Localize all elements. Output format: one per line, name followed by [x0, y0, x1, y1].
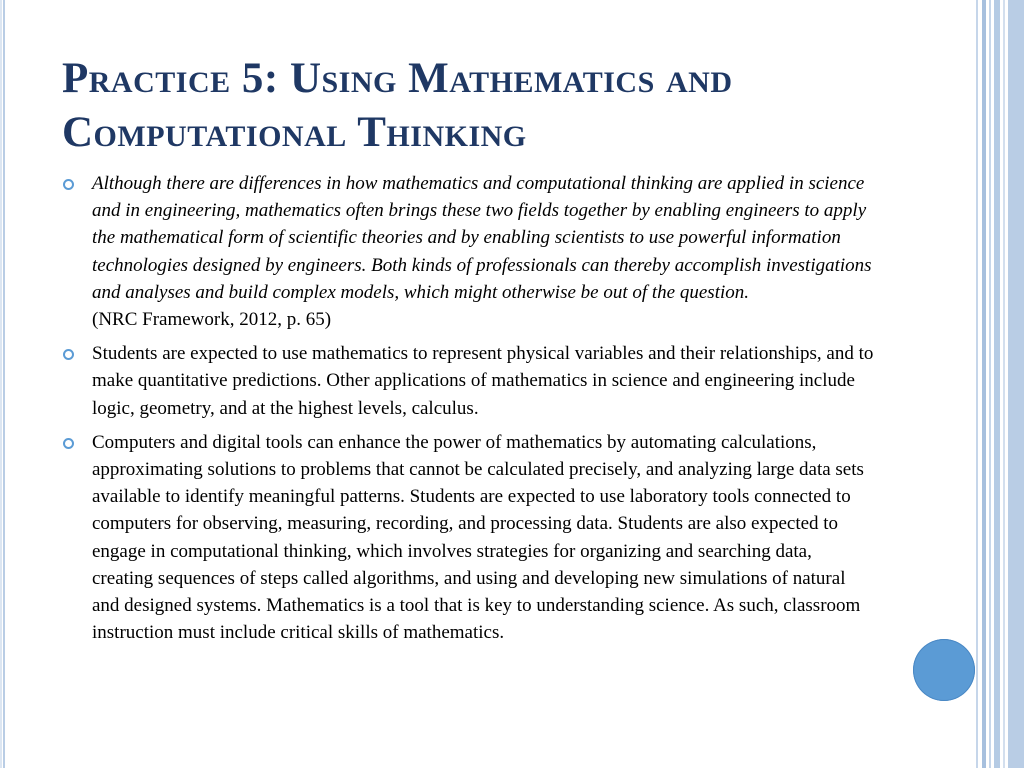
slide-title [62, 52, 922, 160]
bullet-text: Students are expected to use mathematics to represent physical variables and their relationships, and to make quantitative predictions. Other applications of mathematics in science and engineering include logic, geometry, and at the highest levels, calculus. [92, 343, 874, 419]
left-border-decoration [0, 0, 6, 768]
bullet-text: Computers and digital tools can enhance the power of mathematics by automating calculations, approximating solutions to problems that cannot be calculated precisely, and analyzing large data sets available to identify meaningful patterns. Students are expected to use laboratory tools connected to computers for observing, measuring, recording, and processing data. Students are also expected to engage in computational thinking, which involves strategies for organizing and searching data, creating sequences of steps called algorithms, and using and developing new simulations of natural and designed systems. Mathematics is a tool that is key to understanding science. As such, classroom instruction must include critical skills of mathematics. [92, 431, 864, 644]
bullet-item-math-expectations [62, 340, 877, 422]
bullet-circle-icon [63, 438, 74, 449]
bullet-item-quote [62, 170, 877, 333]
title-line-1: Practice 5: Using Mathematics and [62, 55, 733, 102]
bullet-circle-icon [63, 349, 74, 360]
bullet-item-computers [62, 429, 877, 647]
decorative-circle [913, 639, 975, 701]
citation-text: (NRC Framework, 2012, p. 65) [92, 309, 332, 331]
right-stripe-decoration [976, 0, 1024, 768]
bullet-list [62, 170, 877, 653]
title-line-2: Computational Thinking [62, 109, 527, 156]
bullet-circle-icon [63, 179, 74, 190]
quote-text: Although there are differences in how mathematics and computational thinking are applied in science and in engineering, mathematics often brings these two fields together by enabling engineers to apply the mathematical form of scientific theories and by enabling scientists to use powerful information technologies designed by engineers. Both kinds of professionals can thereby accomplish investigations and analyses and build complex models, which might otherwise be out of the question. [92, 173, 872, 303]
